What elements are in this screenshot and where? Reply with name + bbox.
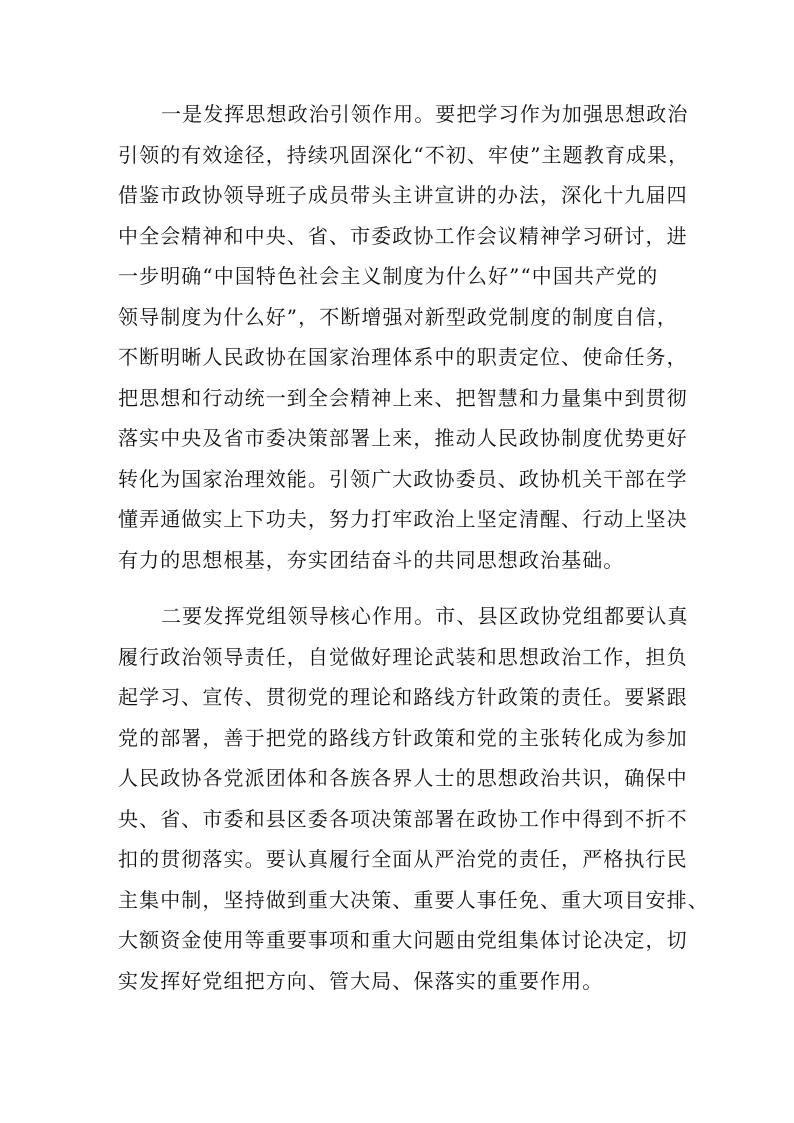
paragraph-1-line: 一是发挥思想政治引领作用。要把学习作为加强思想政治: [161, 102, 689, 126]
paragraph-1-line: 一步明确“中国特色社会主义制度为什么好”“中国共产党的: [118, 264, 659, 288]
paragraph-1-line: 懂弄通做实上下功夫，努力打牢政治上坚定清醒、行动上坚决: [118, 507, 688, 531]
paragraph-2-line: 人民政协各党派团体和各族各界人士的思想政治共识，确保中: [118, 766, 688, 790]
paragraph-2: [118, 596, 709, 1001]
paragraph-1-line: 转化为国家治理效能。引领广大政协委员、政协机关干部在学: [118, 466, 688, 491]
paragraph-2-line: 主集中制，坚持做到重大决策、重要人事任免、重大项目安排、: [118, 887, 709, 912]
paragraph-2-line: 实发挥好党组把方向、管大局、保落实的重要作用。: [118, 968, 604, 993]
paragraph-1-line: 不断明晰人民政协在国家治理体系中的职责定位、使命任务，: [118, 345, 688, 369]
paragraph-1-line: 落实中央及省市委决策部署上来，推动人民政协制度优势更好: [118, 426, 688, 450]
paragraph-2-line: 二要发挥党组领导核心作用。市、县区政协党组都要认真: [161, 604, 689, 628]
paragraph-1-line: 引领的有效途径，持续巩固深化“不初、牢使”主题教育成果，: [118, 142, 690, 167]
paragraph-1-line: 有力的思想根基，夯实团结奋斗的共同思想政治基础。: [118, 547, 625, 572]
paragraph-1-line: 中全会精神和中央、省、市委政协工作会议精神学习研讨，进: [118, 223, 688, 248]
paragraph-2-line: 扣的贯彻落实。要认真履行全面从严治党的责任，严格执行民: [118, 847, 688, 871]
document-body: [118, 94, 709, 1001]
paragraph-2-line: 起学习、宣传、贯彻党的理论和路线方针政策的责任。要紧跟: [118, 685, 688, 709]
paragraph-2-line: 履行政治领导责任，自觉做好理论武装和思想政治工作，担负: [118, 644, 688, 669]
paragraph-2-line: 大额资金使用等重要事项和重大问题由党组集体讨论决定，切: [118, 928, 688, 952]
paragraph-2-line: 党的部署，善于把党的路线方针政策和党的主张转化成为参加: [118, 725, 688, 750]
paragraph-1: [118, 94, 690, 580]
paragraph-1-line: 借鉴市政协领导班子成员带头主讲宣讲的办法，深化十九届四: [118, 183, 688, 207]
paragraph-1-line: 把思想和行动统一到全会精神上来、把智慧和力量集中到贯彻: [118, 385, 688, 410]
paragraph-1-line: 领导制度为什么好”，不断增强对新型政党制度的制度自信，: [118, 304, 678, 329]
paragraph-2-line: 央、省、市委和县区委各项决策部署在政协工作中得到不折不: [118, 806, 688, 831]
